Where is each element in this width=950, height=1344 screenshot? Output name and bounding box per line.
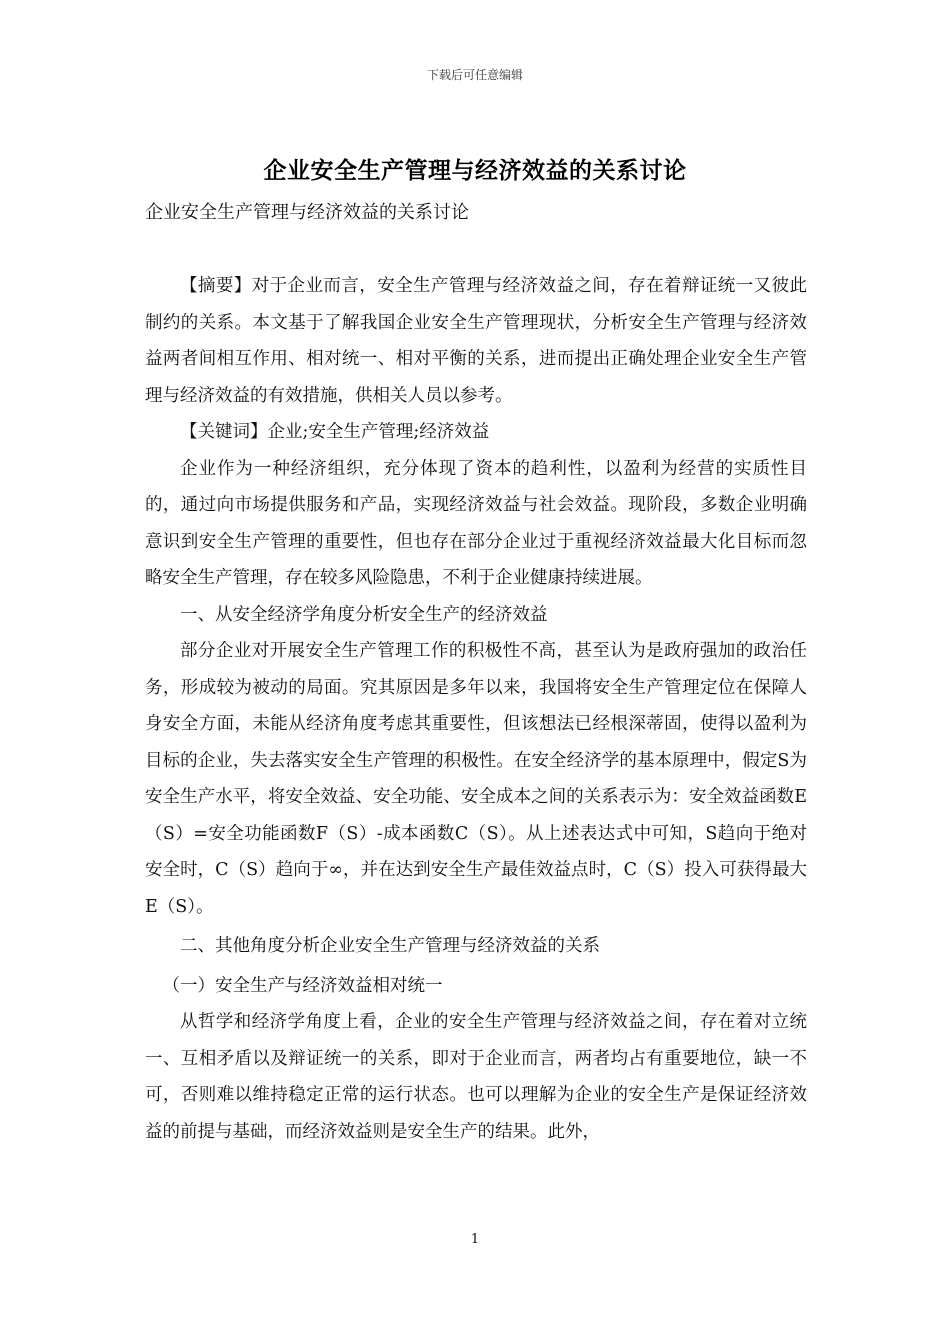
subsection-heading: （一）安全生产与经济效益相对统一 (162, 975, 443, 996)
keywords-paragraph: 【关键词】企业;安全生产管理;经济效益 (180, 422, 490, 442)
intro-paragraph: 企业作为一种经济组织，充分体现了资本的趋利性，以盈利为经营的实质性目的，通过向市场提供服务和产品，实现经济效益与社会效益。现阶段，多数企业明确意识到安全生产管理的重要性，但也存在部分企业过于重视经济效益最大化目标而忽略安全生产管理，存在较多风险隐患，不利于企业健康持续进展。 (145, 458, 807, 588)
page-number: 1 (470, 1232, 480, 1247)
document-title: 企业安全生产管理与经济效益的关系讨论 (263, 157, 687, 184)
section-heading-2: 二、其他角度分析企业安全生产管理与经济效益的关系 (180, 936, 600, 956)
document-body (145, 268, 807, 1150)
body-paragraph: 从哲学和经济学角度上看，企业的安全生产管理与经济效益之间，存在着对立统一、互相矛盾以及辩证统一的关系，即对于企业而言，两者均占有重要地位，缺一不可，否则难以维持稳定正常的运行状态。也可以理解为企业的安全生产是保证经济效益的前提与基础，而经济效益则是安全生产的结果。此外， (145, 1012, 807, 1142)
body-paragraph: 部分企业对开展安全生产管理工作的积极性不高，甚至认为是政府强加的政治任务，形成较为被动的局面。究其原因是多年以来，我国将安全生产管理定位在保障人身安全方面，未能从经济角度考虑其重要性，但该想法已经根深蒂固，使得以盈利为目标的企业，失去落实安全生产管理的积极性。在安全经济学的基本原理中，假定S为安全生产水平，将安全效益、安全功能、安全成本之间的关系表示为：安全效益函数E（S）=安全功能函数F（S）-成本函数C（S）。从上述表达式中可知，S趋向于绝对安全时，C（S）趋向于∞，并在达到安全生产最佳效益点时，C（S）投入可获得最大E（S）。 (145, 641, 807, 917)
section-heading-1: 一、从安全经济学角度分析安全生产的经济效益 (180, 604, 548, 625)
abstract-paragraph: 【摘要】对于企业而言，安全生产管理与经济效益之间，存在着辩证统一又彼此制约的关系。本文基于了解我国企业安全生产管理现状，分析安全生产管理与经济效益两者间相互作用、相对统一、相对平衡的关系，进而提出正确处理企业安全生产管理与经济效益的有效措施，供相关人员以参考。 (145, 276, 807, 406)
document-subtitle: 企业安全生产管理与经济效益的关系讨论 (145, 202, 469, 223)
page-header: 下载后可任意编辑 (426, 68, 523, 82)
